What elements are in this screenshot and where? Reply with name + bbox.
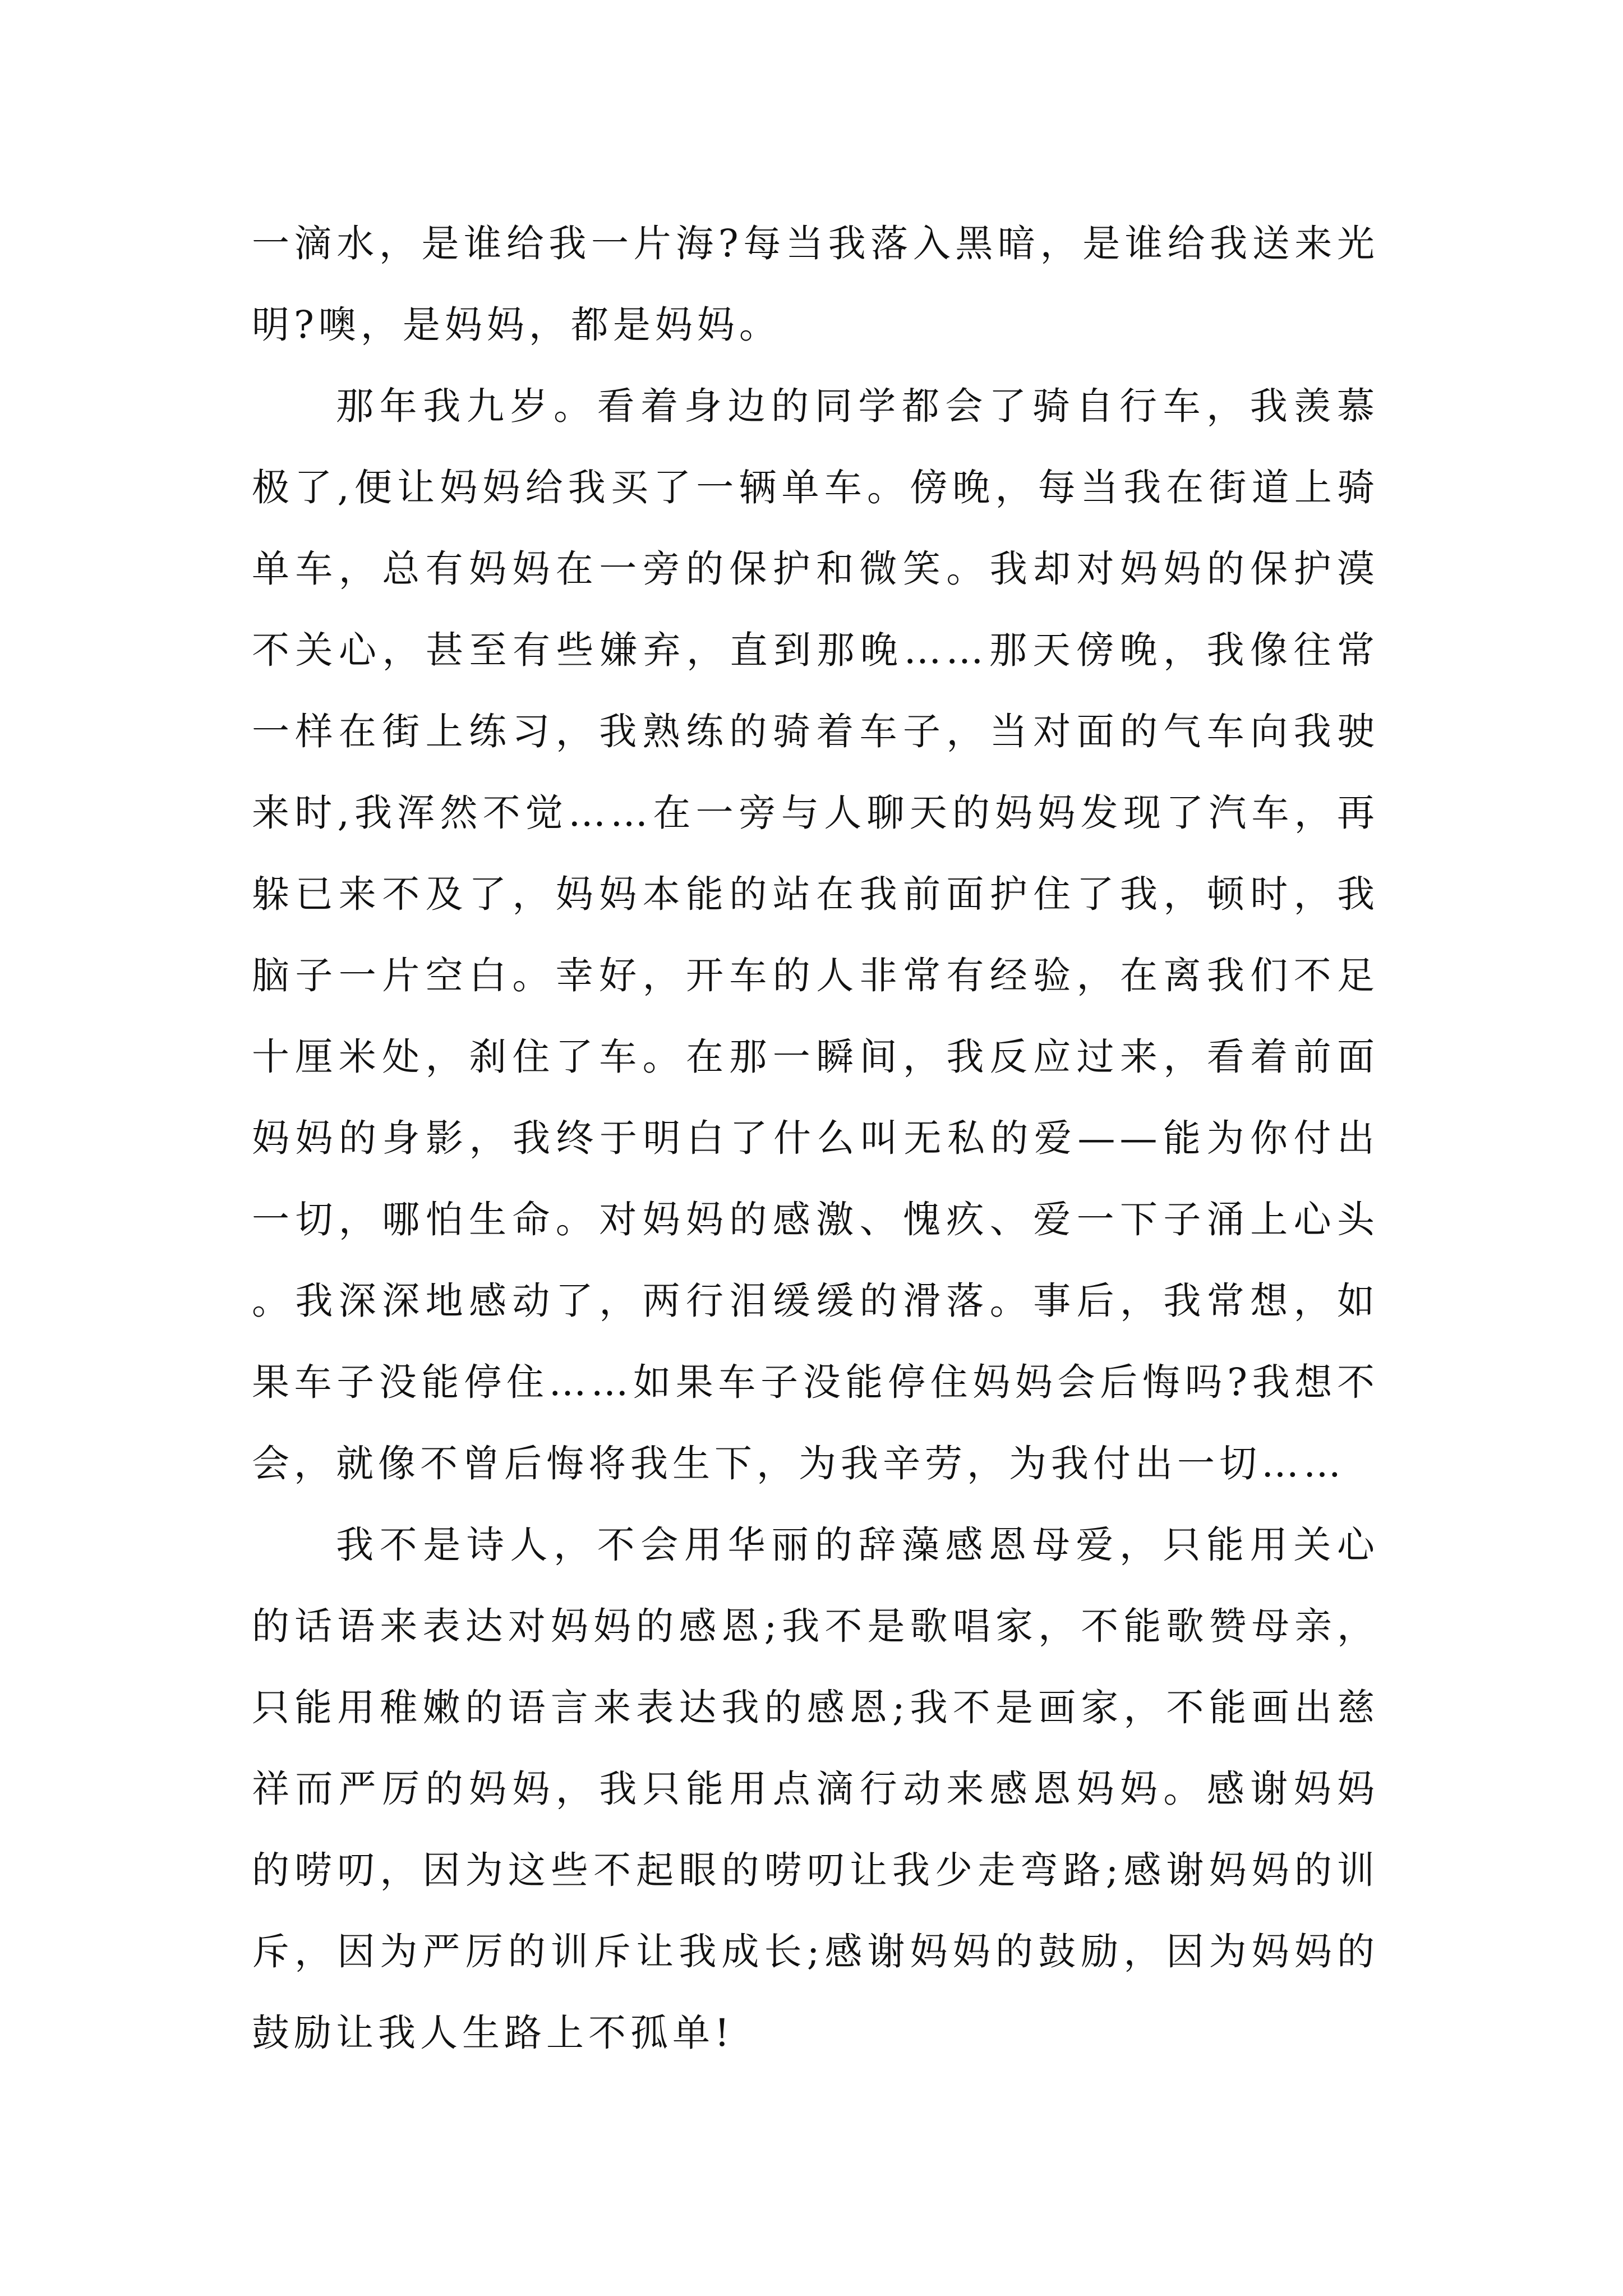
document-body [252, 203, 1379, 2074]
paragraph-1: 一滴水，是谁给我一片海?每当我落入黑暗，是谁给我送来光明?噢，是妈妈，都是妈妈。 [252, 222, 1379, 347]
paragraph-2: 那年我九岁。看着身边的同学都会了骑自行车，我羡慕极了,便让妈妈给我买了一辆单车。傍晚，每当我在街道上骑单车，总有妈妈在一旁的保护和微笑。我却对妈妈的保护漠不关心，甚至有些嫌弃，直到那晚……那天傍晚，我像往常一样在街上练习，我熟练的骑着车子，当对面的气车向我驶来时,我浑然不觉……在一旁与人聊天的妈妈发现了汽车，再躲已来不及了，妈妈本能的站在我前面护住了我，顿时，我脑子一片空白。幸好，开车的人非常有经验，在离我们不足十厘米处，刹住了车。在那一瞬间，我反应过来，看着前面妈妈的身影，我终于明白了什么叫无私的爱——能为你付出一切，哪怕生命。对妈妈的感激、愧疚、爱一下子涌上心头。我深深地感动了，两行泪缓缓的滑落。事后，我常想，如果车子没能停住……如果车子没能停住妈妈会后悔吗?我想不会，就像不曾后悔将我生下，为我辛劳，为我付出一切…… [252, 384, 1379, 1485]
paragraph-3: 我不是诗人，不会用华丽的辞藻感恩母爱，只能用关心的话语来表达对妈妈的感恩;我不是歌唱家，不能歌赞母亲，只能用稚嫩的语言来表达我的感恩;我不是画家，不能画出慈祥而严厉的妈妈，我只能用点滴行动来感恩妈妈。感谢妈妈的唠叨，因为这些不起眼的唠叨让我少走弯路;感谢妈妈的训斥，因为严厉的训斥让我成长;感谢妈妈的鼓励，因为妈妈的鼓励让我人生路上不孤单! [252, 1523, 1379, 2055]
